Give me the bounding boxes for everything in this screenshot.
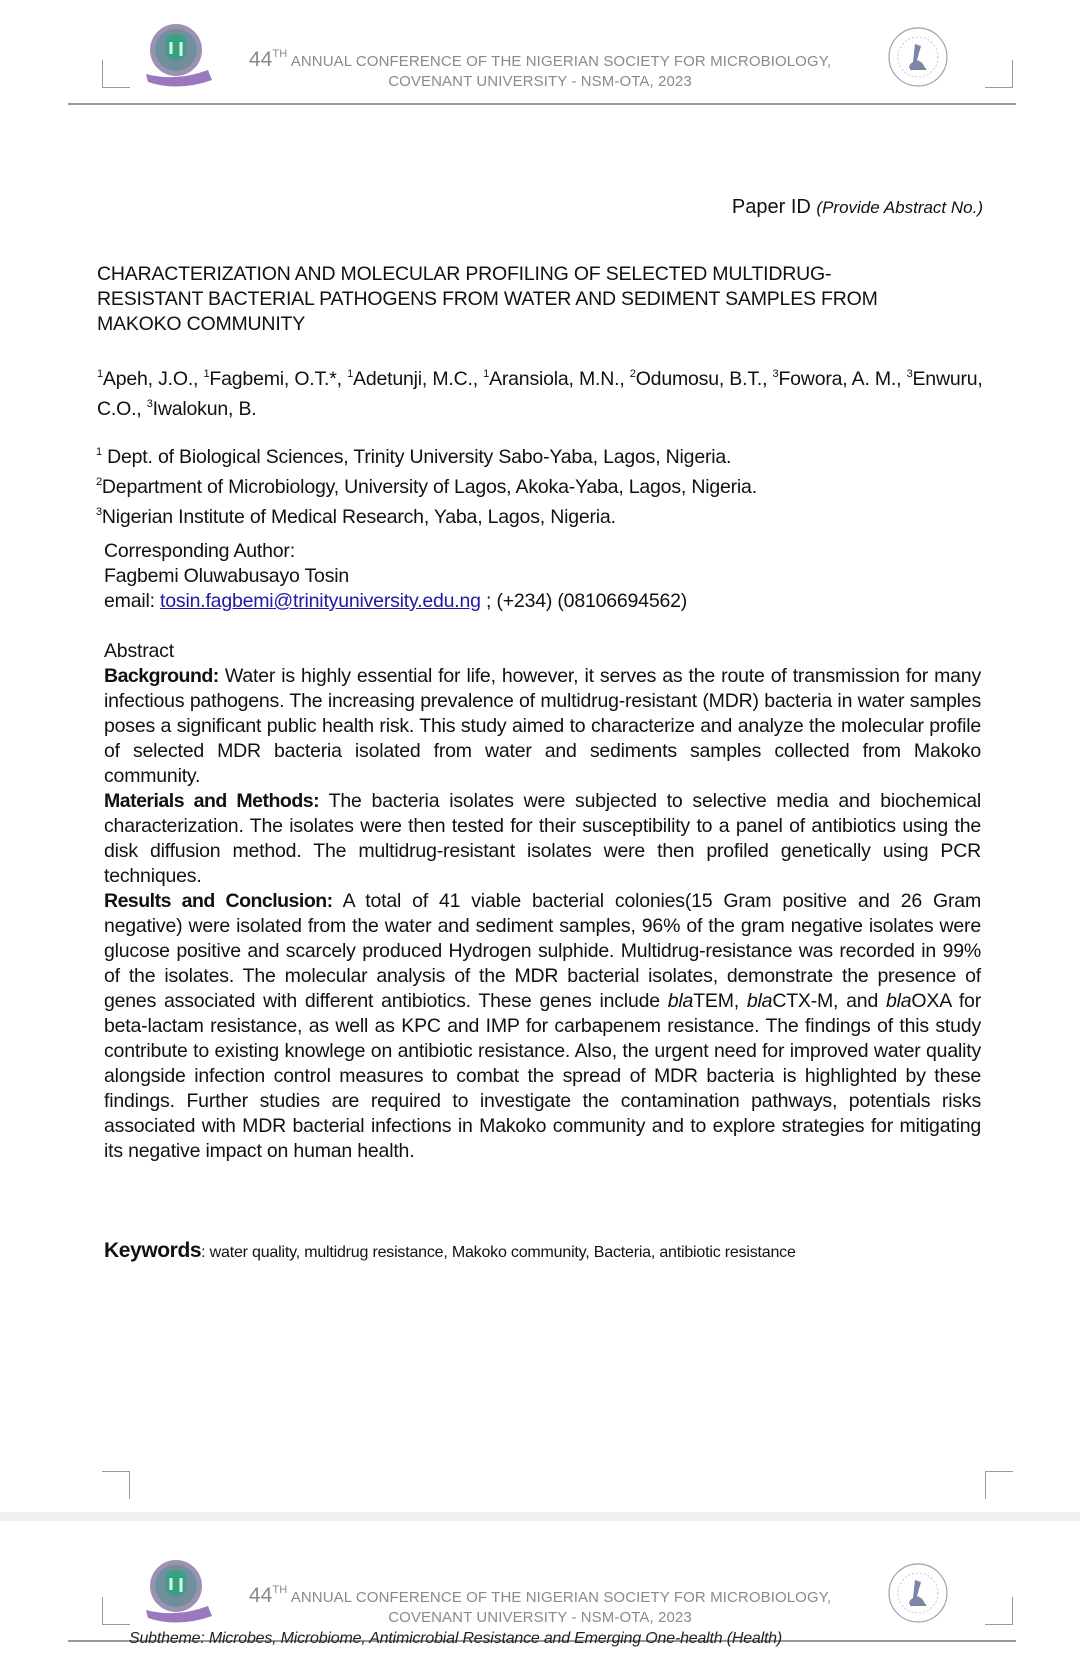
paper-id-hint: (Provide Abstract No.) (816, 198, 983, 217)
author-name: Adetunji, M.C., (353, 368, 478, 390)
author (347, 368, 478, 390)
author-name: Apeh, J.O., (102, 368, 199, 390)
keywords-label: Keywords (104, 1239, 202, 1262)
author-name: Fowora, A. M., (778, 368, 902, 390)
gene-prefix: bla (885, 990, 912, 1012)
author-affil-sup: 3 (906, 368, 913, 380)
author (204, 368, 342, 390)
affiliation-number: 1 (96, 446, 102, 458)
author-affil-sup: 2 (629, 368, 636, 380)
author-list (97, 362, 992, 422)
methods-text: The bacteria isolates were subjected to selective media and biochemical characterization. The isolates were then tested for their susceptibility to a panel of antibiotics using the disk diffusion method. The multidrug-resistant isolates were then profiled genetically using PCR techniques. (104, 790, 982, 887)
author (97, 368, 198, 390)
results-label: Results and Conclusion: (104, 890, 333, 912)
title-line: CHARACTERIZATION AND MOLECULAR PROFILING OF SELECTED MULTIDRUG- (97, 263, 832, 285)
background-text: Water is highly essential for life, however, it serves as the route of transmission for many infectious pathogens. The increasing prevalence of multidrug-resistant (MDR) bacteria in water samples poses a significant public health risk. This study aimed to characterize and analyze the molecular profile of selected MDR bacteria isolated from water and sediments samples collected from Makoko community. (104, 665, 981, 787)
gene-prefix: bla (746, 990, 773, 1012)
affiliation-number: 2 (96, 476, 102, 488)
abstract-title: Abstract (104, 640, 174, 662)
conference-number: 44 (248, 48, 273, 71)
crop-mark-bottom-left (102, 1471, 130, 1499)
affiliation-number: 3 (96, 506, 102, 518)
page-separator (0, 1512, 1080, 1521)
conference-line-2: COVENANT UNIVERSITY - NSM-OTA, 2023 (388, 73, 692, 90)
affiliation (96, 470, 757, 500)
author (773, 368, 902, 390)
author-name: Odumosu, B.T., (635, 368, 768, 390)
corresponding-author (104, 539, 981, 614)
author-affil-sup: 1 (97, 368, 103, 380)
methods-label: Materials and Methods: (104, 790, 320, 812)
gene-name: OXA (911, 990, 951, 1012)
author-affil-sup: 1 (203, 368, 210, 380)
author-name: Iwalokun, B. (152, 398, 257, 420)
subtheme-text: Subtheme: Microbes, Microbiome, Antimicrobial Resistance and Emerging One-health (Health) (129, 1630, 783, 1647)
author (147, 398, 257, 420)
paper-title (97, 262, 987, 337)
affiliation-text: Department of Microbiology, University of Lagos, Akoka-Yaba, Lagos, Nigeria. (101, 476, 757, 498)
header-rule (68, 103, 1016, 105)
conference-line-1: ANNUAL CONFERENCE OF THE NIGERIAN SOCIETY FOR MICROBIOLOGY, (290, 53, 832, 70)
affiliation (96, 500, 757, 530)
author-affil-sup: 3 (772, 368, 779, 380)
abstract-results (104, 889, 981, 1164)
conference-header-text (200, 44, 880, 92)
crop-mark-top-right (985, 60, 1013, 88)
affiliation-text: Dept. of Biological Sciences, Trinity University Sabo-Yaba, Lagos, Nigeria. (101, 446, 732, 468)
affiliation-text: Nigerian Institute of Medical Research, Yaba, Lagos, Nigeria. (101, 506, 616, 528)
abstract-heading (104, 639, 981, 664)
author-name: Aransiola, M.N., (489, 368, 625, 390)
results-text: A total of 41 viable bacterial colonies(15 Gram positive and 26 Gram negative) were isolated from the water and sediment samples, 96% of the gram negative isolates were glucose positive and scarcely produced Hydrogen sulphide. Multidrug-resistance was recorded in 99% of the isolates. The molecular analysis of the MDR bacterial isolates, demonstrate the presence of genes associated with different antibiotics. These genes include (104, 890, 982, 1012)
background-label: Background: (104, 665, 219, 687)
email-link[interactable]: tosin.fagbemi@trinityuniversity.edu.ng (160, 590, 481, 612)
paper-id-label: Paper ID (731, 196, 811, 218)
crop-mark-footer-left (102, 1597, 130, 1625)
gene-prefix: bla (667, 990, 694, 1012)
author-name: Enwuru, C.O., (97, 368, 983, 420)
keywords-value: water quality, multidrug resistance, Makoko community, Bacteria, antibiotic resistance (205, 1244, 796, 1261)
conference-ordinal: TH (272, 1584, 288, 1596)
conference-line-2: COVENANT UNIVERSITY - NSM-OTA, 2023 (388, 1609, 692, 1626)
gene-name: TEM, (693, 990, 747, 1012)
keywords (104, 1238, 981, 1265)
gene-name: CTX-M, and (772, 990, 886, 1012)
email-label: email: (104, 590, 161, 612)
affiliations (96, 440, 757, 530)
crop-mark-footer-right (985, 1597, 1013, 1625)
nsm-seal-icon (887, 26, 949, 88)
abstract-methods (104, 789, 981, 889)
conference-footer-text (200, 1580, 880, 1628)
author (630, 368, 768, 390)
crop-mark-bottom-right (985, 1471, 1013, 1499)
author-affil-sup: 3 (146, 398, 153, 410)
corresponding-label: Corresponding Author: (104, 540, 295, 562)
results-text-continued: for beta-lactam resistance, as well as KPC and IMP for carbapenem resistance. The findings of this study contribute to existing knowlege on antibiotic resistance. Also, the urgent need for improved water quality alongside infection control measures to combat the spread of MDR bacteria is highlighted by these findings. Further studies are required to investigate the contamination pathways, potentials risks associated with MDR bacterial infections in Makoko community and to explore strategies for mitigating its negative impact on human health. (104, 990, 981, 1162)
author-affil-sup: 1 (347, 368, 354, 380)
conference-line-1: ANNUAL CONFERENCE OF THE NIGERIAN SOCIETY FOR MICROBIOLOGY, (290, 1589, 832, 1606)
conference-ordinal: TH (272, 48, 288, 60)
affiliation (96, 440, 757, 470)
author-name: Fagbemi, O.T.*, (209, 368, 342, 390)
crop-mark-top-left (102, 60, 130, 88)
paper-id (732, 196, 983, 219)
conference-number: 44 (248, 1584, 273, 1607)
title-line: RESISTANT BACTERIAL PATHOGENS FROM WATER AND SEDIMENT SAMPLES FROM (97, 288, 878, 310)
contact-line (104, 589, 981, 614)
author-affil-sup: 1 (483, 368, 490, 380)
title-line: MAKOKO COMMUNITY (97, 313, 306, 335)
author (483, 368, 624, 390)
abstract-background (104, 664, 981, 789)
keywords-colon: : (201, 1244, 206, 1261)
nsm-seal-icon (887, 1562, 949, 1624)
corresponding-name: Fagbemi Oluwabusayo Tosin (104, 565, 350, 587)
phone-number: ; (+234) (08106694562) (480, 590, 688, 612)
